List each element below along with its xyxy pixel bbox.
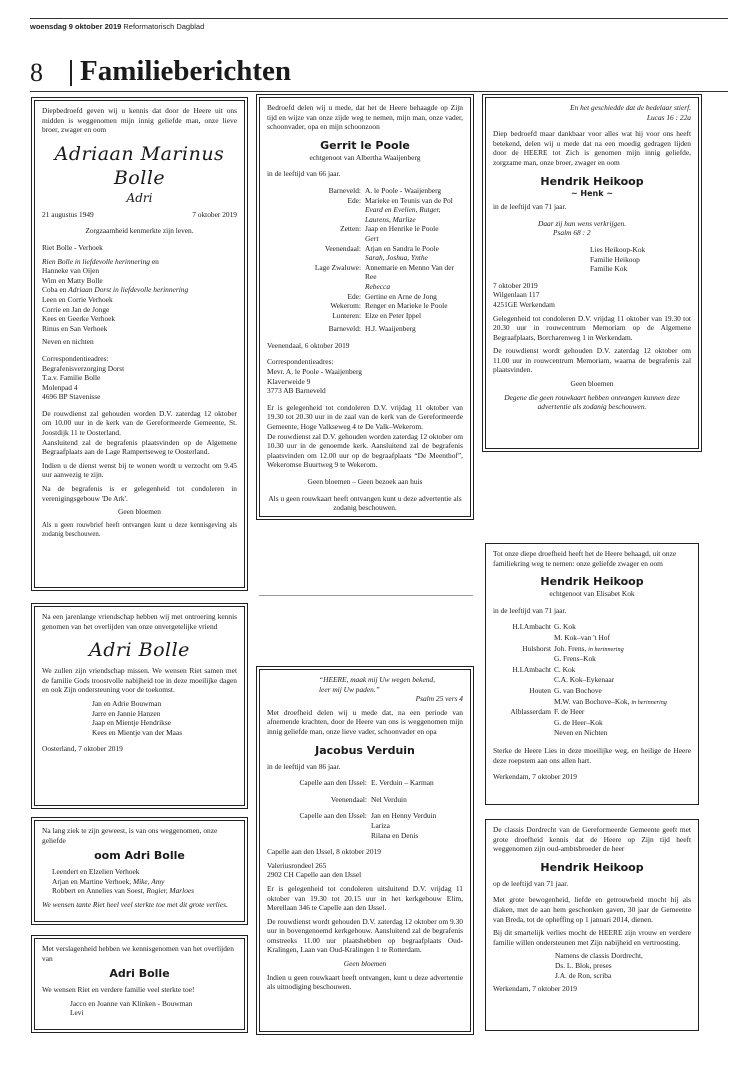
title-divider	[70, 60, 72, 86]
deceased-name: Hendrik Heikoop	[540, 575, 644, 589]
deceased-name: Adri Bolle	[89, 639, 190, 662]
notice-hendrik-heikoop-family	[485, 97, 699, 449]
family-row: Barneveld: A. le Poole - Waaijenberg	[328, 185, 442, 195]
condolence-text: Er is gelegenheid tot condoleren D.V. vrijdag 11 oktober van 19.30 tot 20.30 uur in de zaal van de kerk van de Gereformeerde Gemeente, Hoge Valkseweg 4 te De Valk–Wekerom.	[267, 402, 463, 432]
family-row: Ede: Marieke en Teunis van de Pol	[347, 195, 453, 205]
family-row: Hulshorst Joh. Frens, in herinnering	[522, 643, 624, 653]
notice-intro: Diepbedroefd geven wij u kennis dat door de Heere uit ons midden is weggenomen mijn innig geliefde man, onze lieve broer, zwager en oom	[42, 106, 237, 135]
notice-intro: Na lang ziek te zijn geweest, is van ons weggenomen, onze geliefde	[42, 826, 218, 845]
header-rule	[30, 18, 728, 19]
family-row: Houten G. van Bochove	[529, 685, 602, 695]
page-number: 8	[30, 58, 43, 87]
age-line: in de leeftijd van 71 jaar.	[493, 605, 567, 615]
family-row: M. Kok–van 't Hof	[554, 632, 610, 642]
family-row: H.I.Ambacht G. Kok	[512, 622, 576, 632]
service-text: De rouwdienst zal D.V. gehouden worden zaterdag 12 oktober om 10.30 uur in de genoemde kerk. Aansluitend zal de begrafenis plaatsvinden om 12.00 uur op de begraafplaats “De Meenthof”, Wekeromse Buurtweg 9 te Wekerom.	[267, 431, 463, 470]
signatory: Jaap en Mientje Hendrikse	[92, 718, 172, 728]
family-row: Lage Zwaluwe: Annemarie en Menno Van der Ree	[314, 262, 454, 282]
notice-text: We zullen zijn vriendschap missen. We wensen Riet samen met de familie Gods troostvolle nabijheid toe in deze moeilijke dagen en ook Zijn ondersteuning voor de toekomst.	[42, 666, 237, 695]
family-row: Capelle aan den IJssel: Jan en Henny Verduin	[299, 811, 437, 821]
family-item: Kees en Geerke Verhoek	[42, 314, 116, 324]
signatory: Namens de classis Dordrecht,	[555, 951, 643, 961]
family-row: Ede: Gertine en Arne de Jong	[347, 291, 437, 301]
notice-intro: Met droefheid delen wij u mede dat, na een periode van afnemende krachten, door de Heere van ons is weggenomen mijn innig geliefde man, onze lieve vader, schoonvader en opa	[267, 707, 463, 736]
signatory: Leendert en Elzelien Verhoek	[52, 867, 140, 877]
bible-ref: Lucas 16 : 22a	[646, 112, 691, 122]
bible-ref: Psalm 68 : 2	[553, 228, 591, 238]
burial-text: Aansluitend zal de begrafenis plaatsvinden op de Algemene Begraafplaats aan de Lage Rampertseweg te Oosterland.	[42, 437, 237, 457]
signatories	[42, 699, 237, 737]
family-row: G. Frens–Kok	[554, 654, 596, 664]
family-row: C.A. Kok–Eykenaar	[554, 675, 615, 685]
signatory: Familie Kok	[590, 264, 628, 274]
notice-jacobus-verduin	[259, 669, 471, 1032]
family-item: Wim en Matty Bolle	[42, 275, 103, 285]
signatory: Jacco en Joanne van Klinken - Bouwman	[70, 998, 193, 1008]
bible-quote: En het geschiedde dat de bedelaar stierf.	[570, 103, 691, 112]
attend-text: Indien u de dienst wenst bij te wonen wordt u verzocht om 9.45 uur aanwezig te zijn.	[42, 460, 237, 480]
nephews: Neven en nichten	[42, 337, 94, 347]
notice-friends-adri-bolle	[34, 606, 245, 806]
motto: Zorgzaamheid kenmerkte zijn leven.	[85, 226, 194, 236]
flowers-note: Geen bloemen	[343, 959, 387, 969]
flowers-note: Geen bloemen – Geen bezoek aan huis	[307, 477, 423, 486]
signatory: Lies Heikoop-Kok	[590, 244, 646, 254]
family-item: Rien Bolle in liefdevolle herinnering en	[42, 256, 159, 266]
family-list	[267, 186, 463, 334]
place-date: Werkendam, 7 oktober 2019	[493, 984, 577, 994]
service-text: De rouwdienst zal gehouden worden D.V. zaterdag 12 oktober om 10.00 uur in de kerk van de Gereformeerde Gemeente, St. Joostdijk 11 te Oosterland.	[42, 408, 237, 438]
bible-quote: “HEERE, maak mij Uw wegen bekend,	[319, 675, 435, 684]
closing-note: Indien u geen rouwkaart heeft ontvangen, kunt u deze advertentie als uitnodiging beschouwen.	[267, 972, 463, 992]
age-line: in de leeftijd van 86 jaar.	[267, 761, 341, 771]
age-line: in de leeftijd van 71 jaar.	[493, 202, 567, 212]
signatory: Jarre en Jannie Hanzen	[92, 708, 161, 718]
signatory: Kees en Mientje van der Maas	[92, 727, 183, 737]
section-title: Familieberichten	[80, 55, 292, 87]
service-text: De rouwdienst wordt gehouden D.V. zaterdag 12 oktober om 9.30 uur in bovengenoemd kerkgebouw. Aansluitend zal de begrafenis omstreeks 11.00 uur plaatshebben op begraafplaats Oud-Kralingen, Laan van Oud-Kralingen 1 te Rotterdam.	[267, 916, 463, 955]
family-row: G. de Heer–Kok	[554, 717, 603, 727]
spouse: Riet Bolle - Verhoek	[42, 242, 103, 252]
deceased-name: Gerrit le Poole	[320, 138, 410, 152]
death-date: 7 oktober 2019	[192, 209, 237, 219]
notice-text: We wensen Riet en verdere familie veel sterkte toe!	[42, 985, 195, 995]
address-line: Wilgenlaan 117	[493, 290, 540, 300]
notice-text: Bij dit smartelijk verlies mocht de HEERE zijn vrouw en verdere familie willen ondersteunen met Zijn nabijheid en vertroosting.	[493, 928, 691, 947]
notice-text: Sterke de Heere Lies in deze moeilijke weg, en heilige de Heere deze roepstem aan ons allen hart.	[493, 745, 691, 765]
condolence-text: Er is gelegenheid tot condoleren uitsluitend D.V. vrijdag 11 oktober van 19.30 tot 20.15 uur in het kerkgebouw Elim, Merellaan 346 te Capelle aan den IJssel.	[267, 883, 463, 913]
bible-ref: Psalm 25 vers 4	[415, 694, 463, 704]
family-row: Evard en Evelien, Rutger,	[365, 205, 441, 215]
life-dates	[42, 210, 237, 220]
place-date: Werkendam, 7 oktober 2019	[493, 772, 577, 782]
notice-intro: Na een jarenlange vriendschap hebben wij met ontroering kennis genomen van het overlijden van onze onvergetelijke vriend	[42, 612, 237, 631]
family-row: M.W. van Bochove–Kok, in herinnering	[554, 696, 667, 706]
address-line: 4251GE Werkendam	[493, 299, 555, 309]
notice-intro: Tot onze diepe droefheid heeft het de Heere behaagd, uit onze familiekring weg te nemen: onze geliefde zwager en oom	[493, 549, 677, 568]
closing-note: Als u geen rouwkaart heeft ontvangen kunt u deze advertentie als zodanig beschouwen.	[268, 493, 462, 513]
condolence-text: Na de begrafenis is er gelegenheid tot condoleren in verenigingsgebouw 'De Ark'.	[42, 484, 237, 503]
notice-hendrik-heikoop-relatives	[485, 543, 699, 805]
paper-name: Reformatorisch Dagblad	[123, 22, 205, 31]
spouse-line: echtgenoot van Albertha Waaijenberg	[309, 152, 421, 162]
signatory: Robbert en Annelies van Soest, Rogier, Marloes	[52, 886, 195, 896]
notice-adriaan-bolle	[34, 100, 245, 588]
signatory: Jan en Adrie Bouwman	[92, 698, 162, 708]
deceased-name: Adri Bolle	[109, 967, 170, 981]
corr-line: 3773 AB Barneveld	[267, 386, 326, 396]
closing-note: Als u geen rouwbrief heeft ontvangen kunt u deze kennisgeving als zodanig beschouwen.	[42, 521, 237, 539]
closing-note: We wensen tante Riet heel veel sterkte toe met dit grote verlies.	[42, 899, 228, 909]
family-row: Veenendaal: Arjan en Sandra le Poole	[324, 243, 439, 253]
signatory: Arjan en Martine Verhoek, Mike, Amy	[52, 876, 165, 886]
notice-intro: Met verslagenheid hebben we kennisgenomen van het overlijden van	[42, 944, 234, 963]
corr-line: Klaverweide 9	[267, 376, 311, 386]
corr-line: T.a.v. Familie Bolle	[42, 373, 101, 383]
family-list	[493, 622, 691, 739]
family-row: H.I.Ambacht C. Kok	[512, 664, 576, 674]
family-item: Corrie en Jan de Jonge	[42, 304, 110, 314]
notice-hendrik-heikoop-classis	[485, 819, 699, 1031]
family-row: Sarah, Joshua, Ynthe	[365, 253, 428, 263]
date-line: 7 oktober 2019	[493, 280, 538, 290]
age-line: in de leeftijd van 66 jaar.	[267, 169, 341, 179]
notice-intro: De classis Dordrecht van de Gereformeerde Gemeente geeft met grote droefheid kennis dat de Heere op Zijn tijd heeft weggenomen zijn oud-ambtsbroeder de heer	[493, 825, 691, 854]
notice-intro: Diep bedroefd maar dankbaar voor alles wat hij voor ons heeft betekend, delen wij u mede dat na een moedig gedragen lijden door de HEERE tot Zich is genomen mijn innig geliefde, zorgzame man, onze broer, zwager en oom	[493, 129, 691, 167]
deceased-name: Adriaan Marinus Bolle	[54, 142, 225, 189]
issue-date: woensdag 9 oktober 2019	[30, 22, 122, 31]
family-row: Barneveld: H.J. Waaijenberg	[328, 324, 416, 334]
flowers-note: Geen bloemen	[570, 379, 614, 389]
birth-date: 21 augustus 1949	[42, 209, 94, 219]
age-line: op de leeftijd van 71 jaar.	[493, 878, 569, 888]
bible-quote: leer mij Uw paden.”	[319, 684, 380, 694]
corr-label: Correspondentieadres:	[42, 353, 109, 363]
notice-oom-adri-bolle	[34, 820, 245, 922]
family-item: Leen en Corrie Verhoek	[42, 294, 113, 304]
address-line: 2902 CH Capelle aan den IJssel	[267, 870, 362, 880]
family-row: Lunteren: Elze en Peter Ippel	[332, 310, 422, 320]
deceased-name: Jacobus Verduin	[315, 743, 415, 757]
family-row: Laurens, Marlize	[365, 214, 416, 224]
signatories	[42, 999, 237, 1018]
flowers-note: Geen bloemen	[118, 507, 161, 517]
closing-note: Degene die geen rouwkaart hebben ontvangen kunnen deze advertentie als zodanig beschouwen.	[504, 392, 680, 412]
family-row: Rilana en Denis	[371, 830, 419, 840]
signatory: Familie Heikoop	[590, 254, 640, 264]
place-date: Oosterland, 7 oktober 2019	[42, 744, 123, 754]
deceased-nickname: ~ Henk ~	[570, 188, 614, 198]
family-row: Capelle aan den IJssel: E. Verduin – Karman	[299, 778, 434, 788]
signatory: Levi	[70, 1008, 84, 1018]
deceased-nickname: Adri	[126, 190, 153, 205]
deceased-name: Hendrik Heikoop	[540, 860, 644, 874]
signatories	[493, 245, 691, 274]
family-list	[42, 257, 237, 334]
family-item: Coba en Adriaan Dorst in liefdevolle herinnering	[42, 285, 189, 295]
signatories	[493, 951, 691, 980]
column-divider	[259, 595, 473, 596]
deceased-name: Hendrik Heikoop	[540, 174, 644, 188]
family-row: Wekerom: Renger en Marieke le Poole	[330, 301, 448, 311]
family-row: Veenendaal: Nel Verduin	[330, 794, 407, 804]
notice-klinken-adri-bolle	[34, 938, 245, 1030]
service-text: De rouwdienst wordt gehouden D.V. zaterdag 12 oktober om 11.00 uur in rouwcentrum Memoriam, waarna de begrafenis zal plaatsvinden.	[493, 346, 691, 375]
corr-line: Begrafenisverzorging Dorst	[42, 363, 125, 373]
corr-label: Correspondentieadres:	[267, 357, 334, 367]
family-item: Rinus en San Verhoek	[42, 323, 108, 333]
family-row: Zetten: Jaap en Henrike le Poole	[340, 224, 439, 234]
title-rule	[30, 91, 728, 92]
notice-text: Met grote bewogenheid, liefde en getrouwheid mocht hij als diaken, met de aan hem geschonken gaven, 30 jaar de Gemeente van Breda, tot de opheffing op 1 januari 2014, dienen.	[493, 895, 691, 924]
deceased-name: oom Adri Bolle	[94, 849, 185, 863]
place-date: Veenendaal, 6 oktober 2019	[267, 340, 350, 350]
family-row: Rebecca	[365, 281, 391, 291]
signatories	[42, 867, 237, 896]
notice-gerrit-le-poole	[259, 97, 471, 517]
spouse-line: echtgenoot van Elisabet Kok	[549, 589, 635, 599]
signatory: J.A. de Ron, scriba	[555, 970, 612, 980]
masthead	[30, 22, 204, 31]
signatory: Ds. L. Blok, preses	[555, 960, 612, 970]
family-item: Hanneke van Oijen	[42, 266, 100, 276]
family-row: Alblasserdam F. de Heer	[510, 707, 585, 717]
notice-intro: Bedroefd delen wij u mede, dat het de Heere behaagde op Zijn tijd en wijze van onze zijde weg te nemen, mijn man, onze vader, schoonvader, opa en mijn schoonzoon	[267, 103, 463, 132]
corr-line: Mevr. A. le Poole - Waaijenberg	[267, 367, 362, 377]
family-row: Gert	[365, 233, 379, 243]
address-line: Valeriusrondeel 265	[267, 860, 327, 870]
corr-line: Molenpad 4	[42, 382, 78, 392]
condolence-text: Gelegenheid tot condoleren D.V. vrijdag 11 oktober van 19.30 tot 20.30 uur in rouwcentrum Memoriam op de Algemene Begraafplaats, Borcharenweg 1 in Werkendam.	[493, 313, 691, 342]
family-row: Lariza	[371, 820, 390, 830]
corr-line: 4696 BP Stavenisse	[42, 392, 101, 402]
bible-quote: Daar zij hun wens verkrijgen.	[538, 218, 627, 228]
place-date: Capelle aan den IJssel, 8 oktober 2019	[267, 847, 381, 857]
family-row: Neven en Nichten	[554, 728, 608, 738]
